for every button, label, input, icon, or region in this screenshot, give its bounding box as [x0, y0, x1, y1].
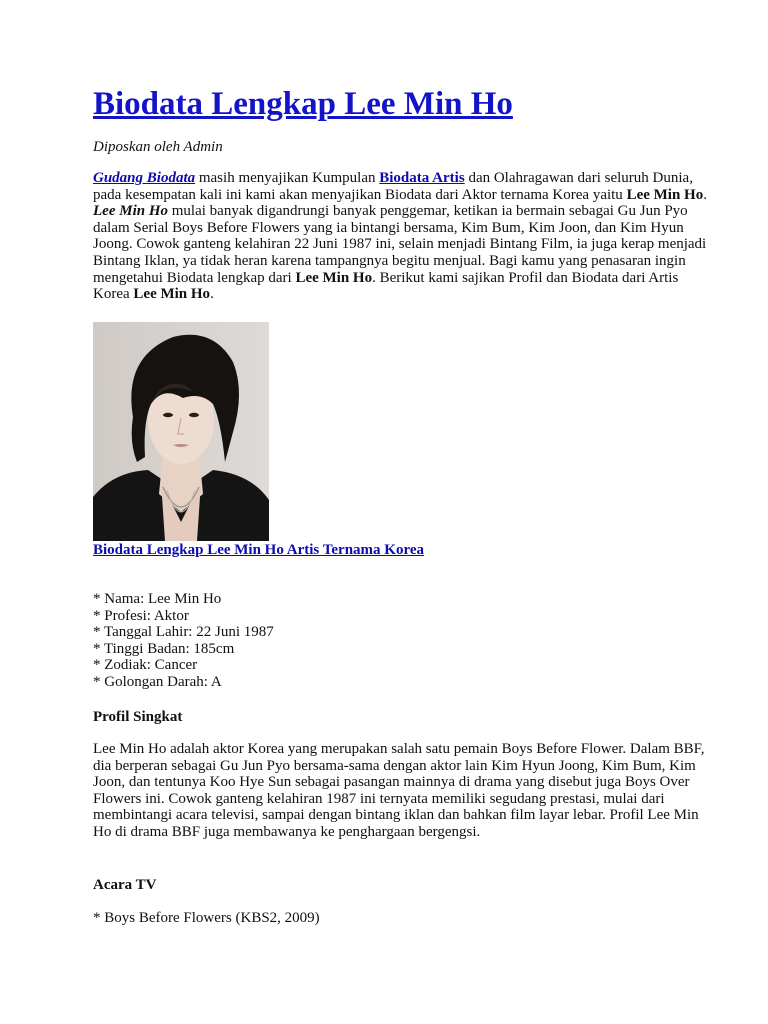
- photo-caption: [93, 541, 424, 559]
- tv-list: [93, 909, 320, 927]
- biodata-item-blood-type: * Golongan Darah: A: [93, 673, 222, 690]
- bold-italic-name: Lee Min Ho: [93, 203, 168, 220]
- intro-text: mulai banyak digandrungi banyak penggemar, ketikan ia bermain sebagai Gu Jun Pyo dalam Serial Boys Before Flowers yang ia bintangi bersama, Kim Bum, Kim Joon, dan Kim Hyun Joong. Cowok ganteng kelahiran 22 Juni 1987 ini, selain menjadi Bintang Film, ia juga kerap menjadi Bintang Iklan, ya tidak heran karena tampangnya begitu menjual. Bagi kamu yang penasaran ingin mengetahui Biodata lengkap dari: [93, 203, 707, 286]
- gudang-biodata-link[interactable]: Gudang Biodata: [93, 170, 196, 186]
- intro-text: .: [210, 286, 214, 303]
- tv-list-item: * Boys Before Flowers (KBS2, 2009): [93, 910, 320, 926]
- biodata-artis-link[interactable]: Biodata Artis: [379, 170, 465, 186]
- tv-heading: Acara TV: [93, 877, 157, 893]
- intro-text: . Berikut kami sajikan Profil dan Biodata dari Artis Korea: [93, 269, 679, 303]
- profile-heading: Profil Singkat: [93, 709, 183, 725]
- intro-paragraph: [93, 170, 713, 303]
- biodata-item-profession: * Profesi: Aktor: [93, 607, 189, 624]
- portrait-photo[interactable]: [93, 322, 269, 541]
- page-title: [93, 84, 513, 124]
- intro-text: .: [703, 186, 707, 203]
- biodata-item-birthdate: * Tanggal Lahir: 22 Juni 1987: [93, 624, 274, 641]
- biodata-item-name: * Nama: Lee Min Ho: [93, 591, 222, 607]
- profile-paragraph: Lee Min Ho adalah aktor Korea yang merupakan salah satu pemain Boys Before Flower. Dalam BBF, dia berperan sebagai Gu Jun Pyo bersama-sama dengan aktor lain Kim Hyun Joong, Kim Bum, Kim Joon, dan tentunya Koo Hye Sun sebagai pasangan mainnya di drama yang disebut juga Boys Over Flowers ini. Cowok ganteng kelahiran 1987 ini ternyata memiliki segudang prestasi, mulai dari membintangi acara televisi, sampai dengan bintang iklan dan bahkan film layar lebar. Profil Lee Min Ho di drama BBF juga membawanya ke penghargaan bergengsi.: [93, 741, 705, 840]
- bold-name: Lee Min Ho: [133, 286, 211, 303]
- bold-name: Lee Min Ho: [626, 186, 704, 203]
- title-link[interactable]: Biodata Lengkap Lee Min Ho: [93, 86, 513, 122]
- byline: Diposkan oleh Admin: [93, 139, 223, 155]
- intro-text: masih menyajikan Kumpulan: [195, 170, 380, 186]
- portrait-illustration: [93, 322, 269, 541]
- caption-link[interactable]: Biodata Lengkap Lee Min Ho Artis Ternama Korea: [93, 542, 424, 558]
- biodata-item-zodiac: * Zodiak: Cancer: [93, 657, 198, 674]
- bold-name: Lee Min Ho: [295, 269, 373, 286]
- biodata-item-height: * Tinggi Badan: 185cm: [93, 640, 235, 657]
- intro-text: dan Olahragawan dari seluruh Dunia, pada kesempatan kali ini kami akan menyajikan Biodata dari Aktor ternama Korea yaitu: [93, 170, 693, 203]
- biodata-list: [93, 591, 274, 691]
